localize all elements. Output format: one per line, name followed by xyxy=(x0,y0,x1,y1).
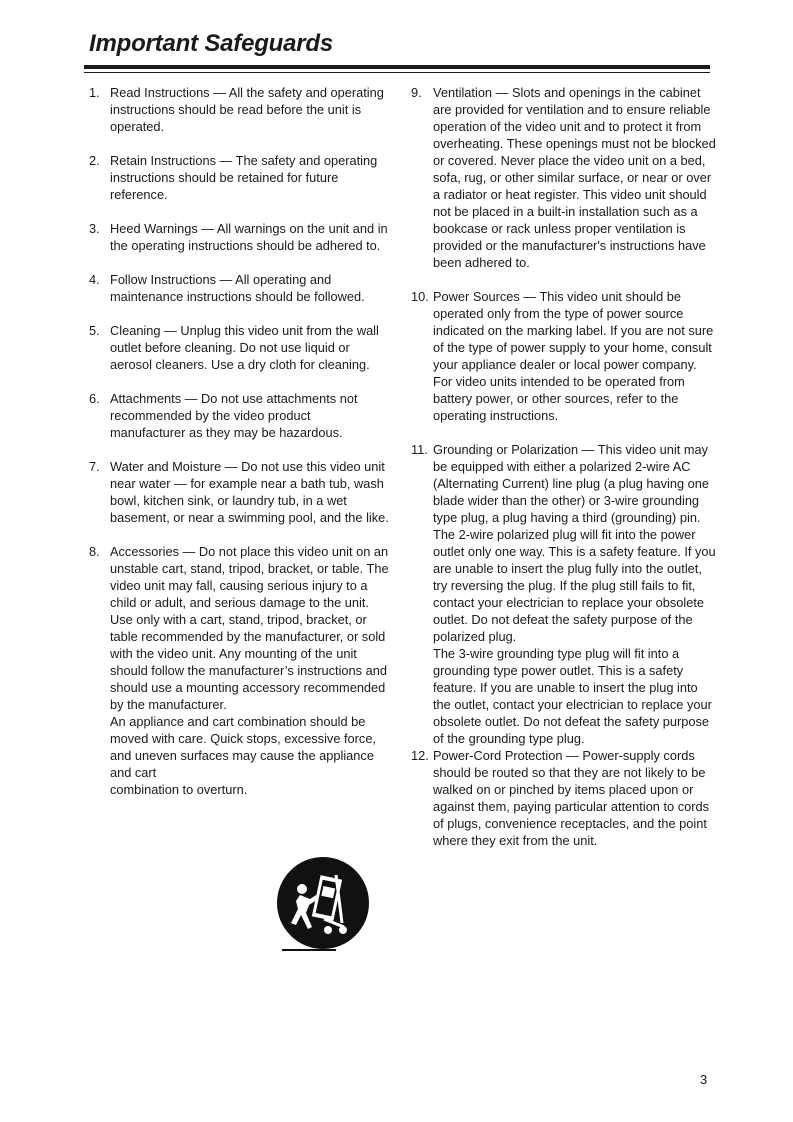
item-number: 11. xyxy=(411,442,428,457)
item-text: Heed Warnings — All warnings on the unit and in the operating instructions should be adhered to. xyxy=(110,221,388,253)
cart-tipover-warning-icon xyxy=(276,857,370,955)
safeguard-item-11 xyxy=(411,441,717,747)
item-text-3wire: The 3-wire grounding type plug will fit into a grounding type power outlet. This is a safety feature. If you are unable to insert the plug into the outlet, contact your electrician to replace your obsolete outlet. Do not defeat the safety purpose of the grounding type plug. xyxy=(433,646,712,746)
page-title: Important Safeguards xyxy=(89,30,334,57)
safeguard-item-5 xyxy=(89,322,389,373)
item-text: Accessories — Do not place this video unit on an unstable cart, stand, tripod, bracket, or table. The video unit may fall, causing serious injury to a child or adult, and serious damage to the unit. Use only with a cart, stand, tripod, bracket, or table recommended by the manufacturer, or sold with the video unit. Any mounting of the unit should follow the manufacturer’s instructions and should use a mounting accessory recommended by the manufacturer. xyxy=(110,544,389,712)
safeguard-item-1 xyxy=(89,84,389,135)
item-number: 12. xyxy=(411,748,429,763)
item-text: Retain Instructions — The safety and operating instructions should be retained for future reference. xyxy=(110,153,378,202)
safeguard-item-2 xyxy=(89,152,389,203)
title-rule-thick xyxy=(84,65,710,69)
safeguard-item-10 xyxy=(411,288,717,424)
item-number: 1. xyxy=(89,85,100,100)
safeguard-item-9 xyxy=(411,84,717,271)
item-text: Ventilation — Slots and openings in the cabinet are provided for ventilation and to ensure reliable operation of the video unit and to protect it from overheating. These openings must not be blocked or covered. Never place the video unit on a bed, sofa, rug, or other similar surface, or near or over a radiator or heat register. This video unit should not be placed in a built-in installation such as a bookcase or rack unless proper ventilation is provided or the manufacturer's instructions have been adhered to. xyxy=(433,85,716,270)
safeguard-item-4 xyxy=(89,271,389,305)
right-column xyxy=(411,84,717,866)
safeguard-item-3 xyxy=(89,220,389,254)
item-text-2wire: The 2-wire polarized plug will fit into the power outlet only one way. This is a safety feature. If you are unable to insert the plug fully into the outlet, try reversing the plug. If the plug still fails to fit, contact your electrician to replace your obsolete outlet. Do not defeat the safety purpose of the polarized plug. xyxy=(433,527,716,644)
left-column xyxy=(89,84,389,815)
item-text: Grounding or Polarization — This video unit may be equipped with either a polarized 2-wire AC (Alternating Current) line plug (a plug having one blade wider than the other) or 3-wire grounding type plug, a plug having a third (grounding) pin. xyxy=(433,442,710,525)
safeguard-item-12 xyxy=(411,747,717,849)
item-number: 3. xyxy=(89,221,100,236)
item-text: Cleaning — Unplug this video unit from the wall outlet before cleaning. Do not use liquid or aerosol cleaners. Use a dry cloth for cleaning. xyxy=(110,323,379,372)
item-number: 6. xyxy=(89,391,100,406)
item-number: 10. xyxy=(411,289,429,304)
item-text: Power-Cord Protection — Power-supply cords should be routed so that they are not likely to be walked on or pinched by items placed upon or against them, paying particular attention to cords of plugs, convenience receptacles, and the point where they exit from the unit. xyxy=(433,748,710,848)
safeguard-item-7 xyxy=(89,458,389,526)
item-number: 9. xyxy=(411,85,422,100)
item-text-cart-note-end: combination to overturn. xyxy=(110,782,248,797)
item-text: Attachments — Do not use attachments not recommended by the video product manufacturer as they may be hazardous. xyxy=(110,391,358,440)
safeguard-item-6 xyxy=(89,390,389,441)
item-text: Water and Moisture — Do not use this video unit near water — for example near a bath tub, wash bowl, kitchen sink, or laundry tub, in a wet basement, or near a swimming pool, and the like. xyxy=(110,459,389,525)
item-number: 8. xyxy=(89,544,100,559)
item-text: Power Sources — This video unit should be operated only from the type of power source indicated on the marking label. If you are not sure of the type of power supply to your home, consult your appliance dealer or local power company. For video units intended to be operated from battery power, or other sources, refer to the operating instructions. xyxy=(433,289,714,423)
item-text-cart-note: An appliance and cart combination should be moved with care. Quick stops, excessive force, and uneven surfaces may cause the appliance and cart xyxy=(110,714,376,780)
item-number: 4. xyxy=(89,272,100,287)
item-number: 5. xyxy=(89,323,100,338)
title-rule-thin xyxy=(84,72,710,73)
item-text: Read Instructions — All the safety and operating instructions should be read before the unit is operated. xyxy=(110,85,384,134)
item-text: Follow Instructions — All operating and maintenance instructions should be followed. xyxy=(110,272,365,304)
page-number: 3 xyxy=(700,1072,708,1087)
item-number: 7. xyxy=(89,459,100,474)
safeguard-item-8 xyxy=(89,543,389,798)
item-number: 2. xyxy=(89,153,100,168)
